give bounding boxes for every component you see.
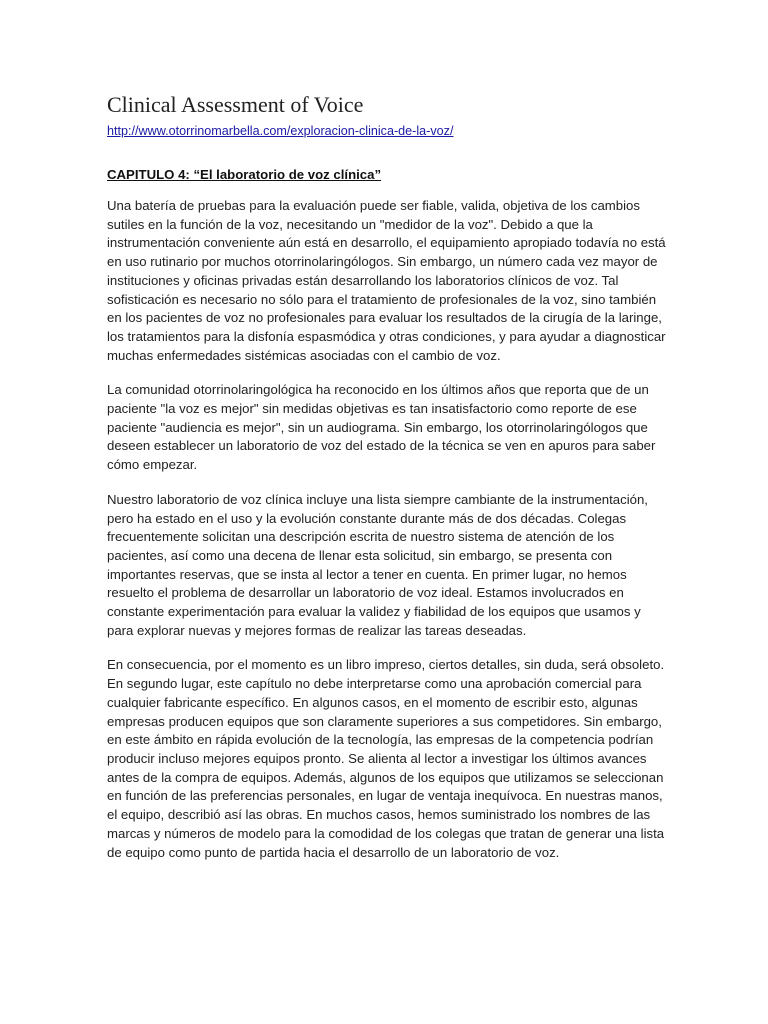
chapter-heading: CAPITULO 4: “El laboratorio de voz clínica” bbox=[107, 167, 382, 182]
document-title: Clinical Assessment of Voice bbox=[107, 92, 364, 117]
paragraph: La comunidad otorrinolaringológica ha reconocido en los últimos años que reporta que de un paciente "la voz es mejor" sin medidas objetivas es tan insatisfactorio como reporte de ese paciente "audiencia es mejor", sin un audiograma. Sin embargo, los otorrinolaringólogos que deseen establecer un laboratorio de voz del estado de la técnica se ven en apuros para saber cómo empezar. bbox=[107, 382, 656, 473]
paragraph: Una batería de pruebas para la evaluación puede ser fiable, valida, objetiva de los cambios sutiles en la función de la voz, necesitando un "medidor de la voz". Debido a que la instrumentación conveniente aún está en desarrollo, el equipamiento apropiado todavía no está en uso rutinario por muchos otorrinolaringólogos. Sin embargo, un número cada vez mayor de instituciones y oficinas privadas están desarrollando los laboratorios clínicos de voz. Tal sofisticación es necesario no sólo para el tratamiento de profesionales de la voz, sino también en los pacientes de voz no profesionales para evaluar los resultados de la cirugía de la laringe, los tratamientos para la disfonía espasmódica y otras condiciones, y para ayudar a diagnosticar muchas enfermedades sistémicas asociadas con el cambio de voz. bbox=[107, 198, 666, 363]
source-link[interactable]: http://www.otorrinomarbella.com/exploracion-clinica-de-la-voz/ bbox=[107, 124, 454, 138]
paragraph: En consecuencia, por el momento es un libro impreso, ciertos detalles, sin duda, será obsoleto. En segundo lugar, este capítulo no debe interpretarse como una aprobación comercial para cualquier fabricante específico. En algunos casos, en el momento de escribir esto, algunas empresas producen equipos que son claramente superiores a sus competidores. Sin embargo, en este ámbito en rápida evolución de la tecnología, las empresas de la competencia podrían producir incluso mejores equipos pronto. Se alienta al lector a investigar los últimos avances antes de la compra de equipos. Además, algunos de los equipos que utilizamos se seleccionan en función de las preferencias personales, en lugar de ventaja inequívoca. En nuestras manos, el equipo, describió así las obras. En muchos casos, hemos suministrado los nombres de las marcas y números de modelo para la comodidad de los colegas que tratan de generar una lista de equipo como punto de partida hacia el desarrollo de un laboratorio de voz. bbox=[107, 657, 665, 860]
paragraph: Nuestro laboratorio de voz clínica incluye una lista siempre cambiante de la instrumentación, pero ha estado en el uso y la evolución constante durante más de dos décadas. Colegas frecuentemente solicitan una descripción escrita de nuestro sistema de atención de los pacientes, así como una decena de llenar esta solicitud, sin embargo, se presenta con importantes reservas, que se insta al lector a tener en cuenta. En primer lugar, no hemos resuelto el problema de desarrollar un laboratorio de voz ideal. Estamos involucrados en constante experimentación para evaluar la validez y fiabilidad de los equipos que usamos y para explorar nuevas y mejores formas de realizar las tareas deseadas. bbox=[107, 491, 648, 638]
